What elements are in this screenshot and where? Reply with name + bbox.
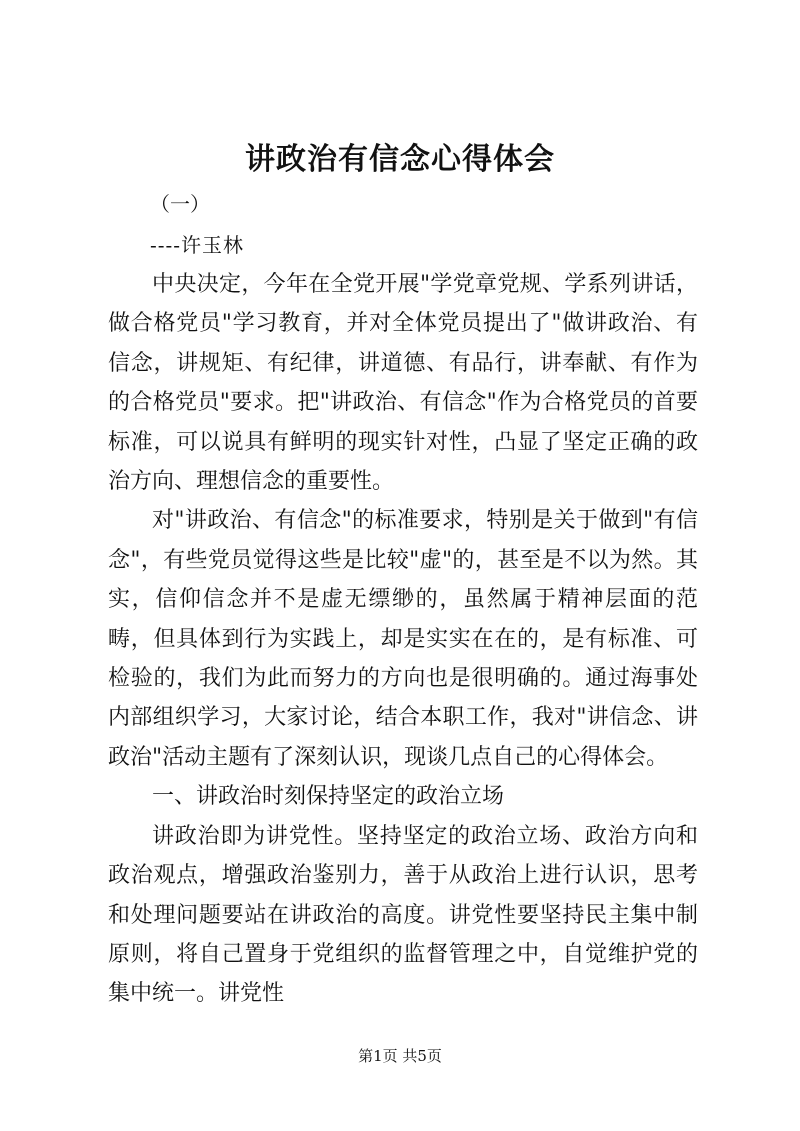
document-title: 讲政治有信念心得体会 (245, 142, 555, 177)
paragraph: 对"讲政治、有信念"的标准要求，特别是关于做到"有信念"，有些党员觉得这些是比较"虚"的，甚至是不以为然。其实，信仰信念并不是虚无缥缈的，虽然属于精神层面的范畴，但具体到行为实践上，却是实实在在的，是有标准、可检验的，我们为此而努力的方向也是很明确的。通过海事处内部组织学习，大家讨论，结合本职工作，我对"讲信念、讲政治"活动主题有了深刻认识，现谈几点自己的心得体会。 (108, 508, 698, 770)
document-author: ----许玉林 (150, 233, 245, 257)
section-heading: 一、讲政治时刻保持坚定的政治立场 (152, 784, 505, 810)
document-body (108, 265, 698, 1014)
paragraph: 讲政治即为讲党性。坚持坚定的政治立场、政治方向和政治观点，增强政治鉴别力，善于从政治上进行认识，思考和处理问题要站在讲政治的高度。讲党性要坚持民主集中制原则，将自己置身于党组织的监督管理之中，自觉维护党的集中统一。讲党性 (108, 823, 698, 1007)
document-subtitle: （一） (150, 192, 210, 216)
paragraph: 中央决定，今年在全党开展"学党章党规、学系列讲话，做合格党员"学习教育，并对全体党员提出了"做讲政治、有信念，讲规矩、有纪律，讲道德、有品行，讲奉献、有作为的合格党员"要求。把"讲政治、有信念"作为合格党员的首要标准，可以说具有鲜明的现实针对性，凸显了坚定正确的政治方向、理想信念的重要性。 (108, 272, 698, 495)
page-footer: 第1页 共5页 (358, 1047, 442, 1065)
